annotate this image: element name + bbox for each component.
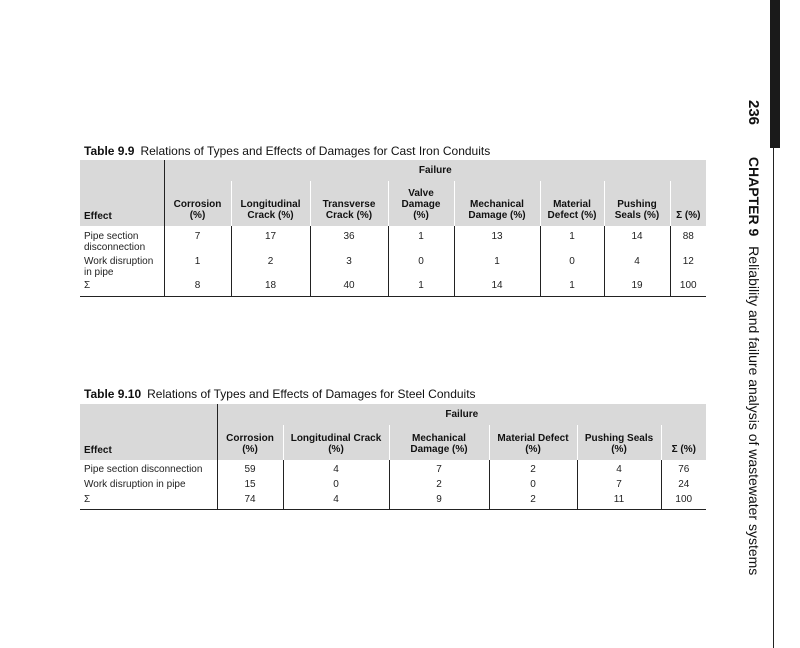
table1-cell: 18: [231, 280, 310, 296]
table-row: [80, 494, 706, 509]
chapter-label: CHAPTER 9: [746, 156, 762, 237]
table2-cell: 24: [661, 479, 706, 494]
table2: [80, 404, 706, 510]
table1-failure-header: Failure: [164, 160, 706, 181]
table1-number: Table 9.9: [84, 144, 135, 158]
table-row: [80, 226, 706, 256]
table2-cell: 2: [389, 479, 489, 494]
table1-cell: 7: [164, 226, 231, 256]
table2-cell: 15: [217, 479, 283, 494]
table2-cell: 4: [283, 460, 389, 479]
table2-failure-header: Failure: [217, 404, 706, 425]
table2-effect-cell: Pipe section disconnection: [84, 464, 203, 475]
table1-cell: 19: [604, 280, 670, 296]
table2-cell: 59: [217, 460, 283, 479]
table1-cell: 1: [388, 226, 454, 256]
table2-col-header: Material Defect (%): [489, 425, 577, 460]
table1-cell: 8: [164, 280, 231, 296]
table1-col-header: Valve Damage (%): [388, 181, 454, 226]
table2-caption-text: Relations of Types and Effects of Damages for Steel Conduits: [147, 387, 476, 401]
table2-effect-header: Effect: [80, 404, 217, 460]
table1-cell: 1: [164, 256, 231, 280]
page-number: 236: [745, 100, 762, 126]
table1-caption-text: Relations of Types and Effects of Damages for Cast Iron Conduits: [140, 144, 491, 158]
table1-col-header: Mechanical Damage (%): [454, 181, 540, 226]
chapter-title: Reliability and failure analysis of wastewater systems: [746, 246, 762, 576]
table2-col-header: Longitudinal Crack (%): [283, 425, 389, 460]
table2-effect-cell: Work disruption in pipe: [84, 479, 186, 490]
table2-cell: 76: [661, 460, 706, 479]
table1: [80, 160, 706, 297]
table1-cell: 0: [388, 256, 454, 280]
table-row: [80, 256, 706, 280]
table1-cell: 0: [540, 256, 604, 280]
table1-col-header: Pushing Seals (%): [604, 181, 670, 226]
table1-cell: 88: [670, 226, 706, 256]
table2-cell: 7: [577, 479, 661, 494]
table1-cell: 36: [310, 226, 388, 256]
table1-caption: [84, 144, 490, 158]
table1-cell: 1: [388, 280, 454, 296]
running-head: [745, 100, 762, 575]
table2-col-header: Mechanical Damage (%): [389, 425, 489, 460]
table2-cell: 0: [489, 479, 577, 494]
table2-col-header: Σ (%): [661, 425, 706, 460]
table1-col-header: Σ (%): [670, 181, 706, 226]
table2-cell: 4: [577, 460, 661, 479]
table1-cell: 17: [231, 226, 310, 256]
table1-cell: 1: [540, 280, 604, 296]
table1-col-header: Longitudinal Crack (%): [231, 181, 310, 226]
table-row: [80, 460, 706, 479]
table1-effect-cell: Work disruption in pipe: [84, 256, 154, 278]
table1-cell: 1: [454, 256, 540, 280]
table2-cell: 7: [389, 460, 489, 479]
right-edge-band: [770, 0, 780, 148]
table1-cell: 12: [670, 256, 706, 280]
table1-effect-cell: Σ: [80, 280, 164, 296]
right-edge-rule: [773, 148, 774, 648]
table1-effect-header: Effect: [80, 160, 164, 226]
table-row: [80, 479, 706, 494]
table1-cell: 1: [540, 226, 604, 256]
table2-cell: 9: [389, 494, 489, 509]
table1-col-header: Corrosion (%): [164, 181, 231, 226]
table2-col-header: Corrosion (%): [217, 425, 283, 460]
table1-col-header: Transverse Crack (%): [310, 181, 388, 226]
table1-cell: 14: [454, 280, 540, 296]
table2-effect-cell: Σ: [80, 494, 217, 509]
table-row: [80, 280, 706, 296]
table2-cell: 4: [283, 494, 389, 509]
table2-cell: 100: [661, 494, 706, 509]
table2-cell: 74: [217, 494, 283, 509]
table2-cell: 0: [283, 479, 389, 494]
table1-col-header: Material Defect (%): [540, 181, 604, 226]
table2-caption: [84, 387, 476, 401]
table1-cell: 100: [670, 280, 706, 296]
table1-cell: 2: [231, 256, 310, 280]
table1-cell: 13: [454, 226, 540, 256]
table1-cell: 14: [604, 226, 670, 256]
table1-cell: 3: [310, 256, 388, 280]
table2-number: Table 9.10: [84, 387, 142, 401]
table1-effect-cell: Pipe section disconnection: [84, 231, 146, 253]
table2-cell: 2: [489, 494, 577, 509]
table2-cell: 11: [577, 494, 661, 509]
table2-col-header: Pushing Seals (%): [577, 425, 661, 460]
table1-cell: 40: [310, 280, 388, 296]
table2-cell: 2: [489, 460, 577, 479]
table1-cell: 4: [604, 256, 670, 280]
